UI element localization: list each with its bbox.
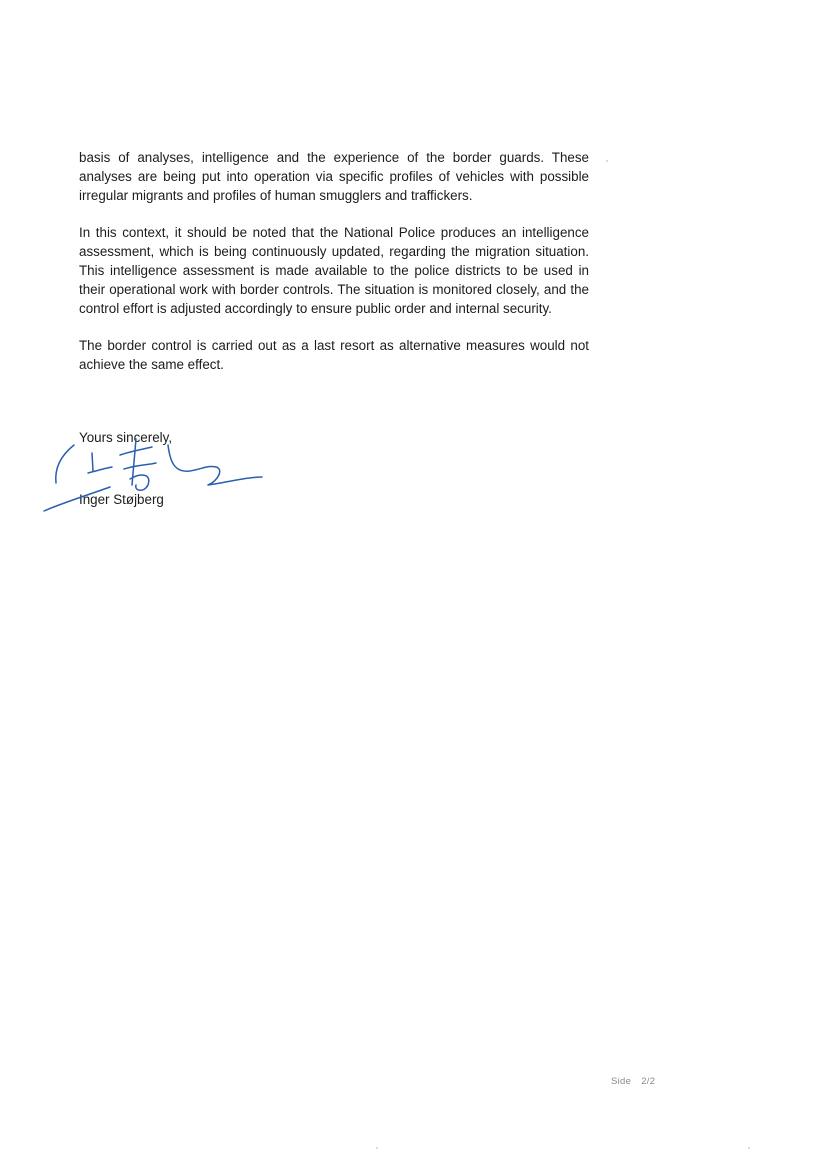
scan-speck bbox=[606, 160, 608, 162]
letter-body bbox=[79, 148, 589, 391]
page-label: Side bbox=[611, 1076, 632, 1087]
closing-line: Yours sincerely, bbox=[79, 430, 173, 445]
paragraph-1: basis of analyses, intelligence and the experience of the border guards. These analyses are being put into operation via specific profiles of vehicles with possible irregular migrants and profiles of human smugglers and traffickers. bbox=[79, 150, 589, 204]
scan-speck bbox=[748, 1147, 750, 1149]
handwritten-signature bbox=[40, 425, 280, 517]
signer-name: Inger Støjberg bbox=[79, 492, 164, 507]
page-footer bbox=[611, 1076, 665, 1087]
paragraph-2: In this context, it should be noted that the National Police produces an intelligence assessment, which is being continuously updated, regarding the migration situation. This intelligence assessment is made available to the police districts to be used in their operational work with border controls. The situation is monitored closely, and the control effort is adjusted accordingly to ensure public order and internal security. bbox=[79, 224, 589, 317]
scan-speck bbox=[376, 1147, 378, 1149]
paragraph-3: The border control is carried out as a last resort as alternative measures would not achieve the same effect. bbox=[79, 337, 589, 372]
page-number: 2/2 bbox=[641, 1076, 656, 1087]
